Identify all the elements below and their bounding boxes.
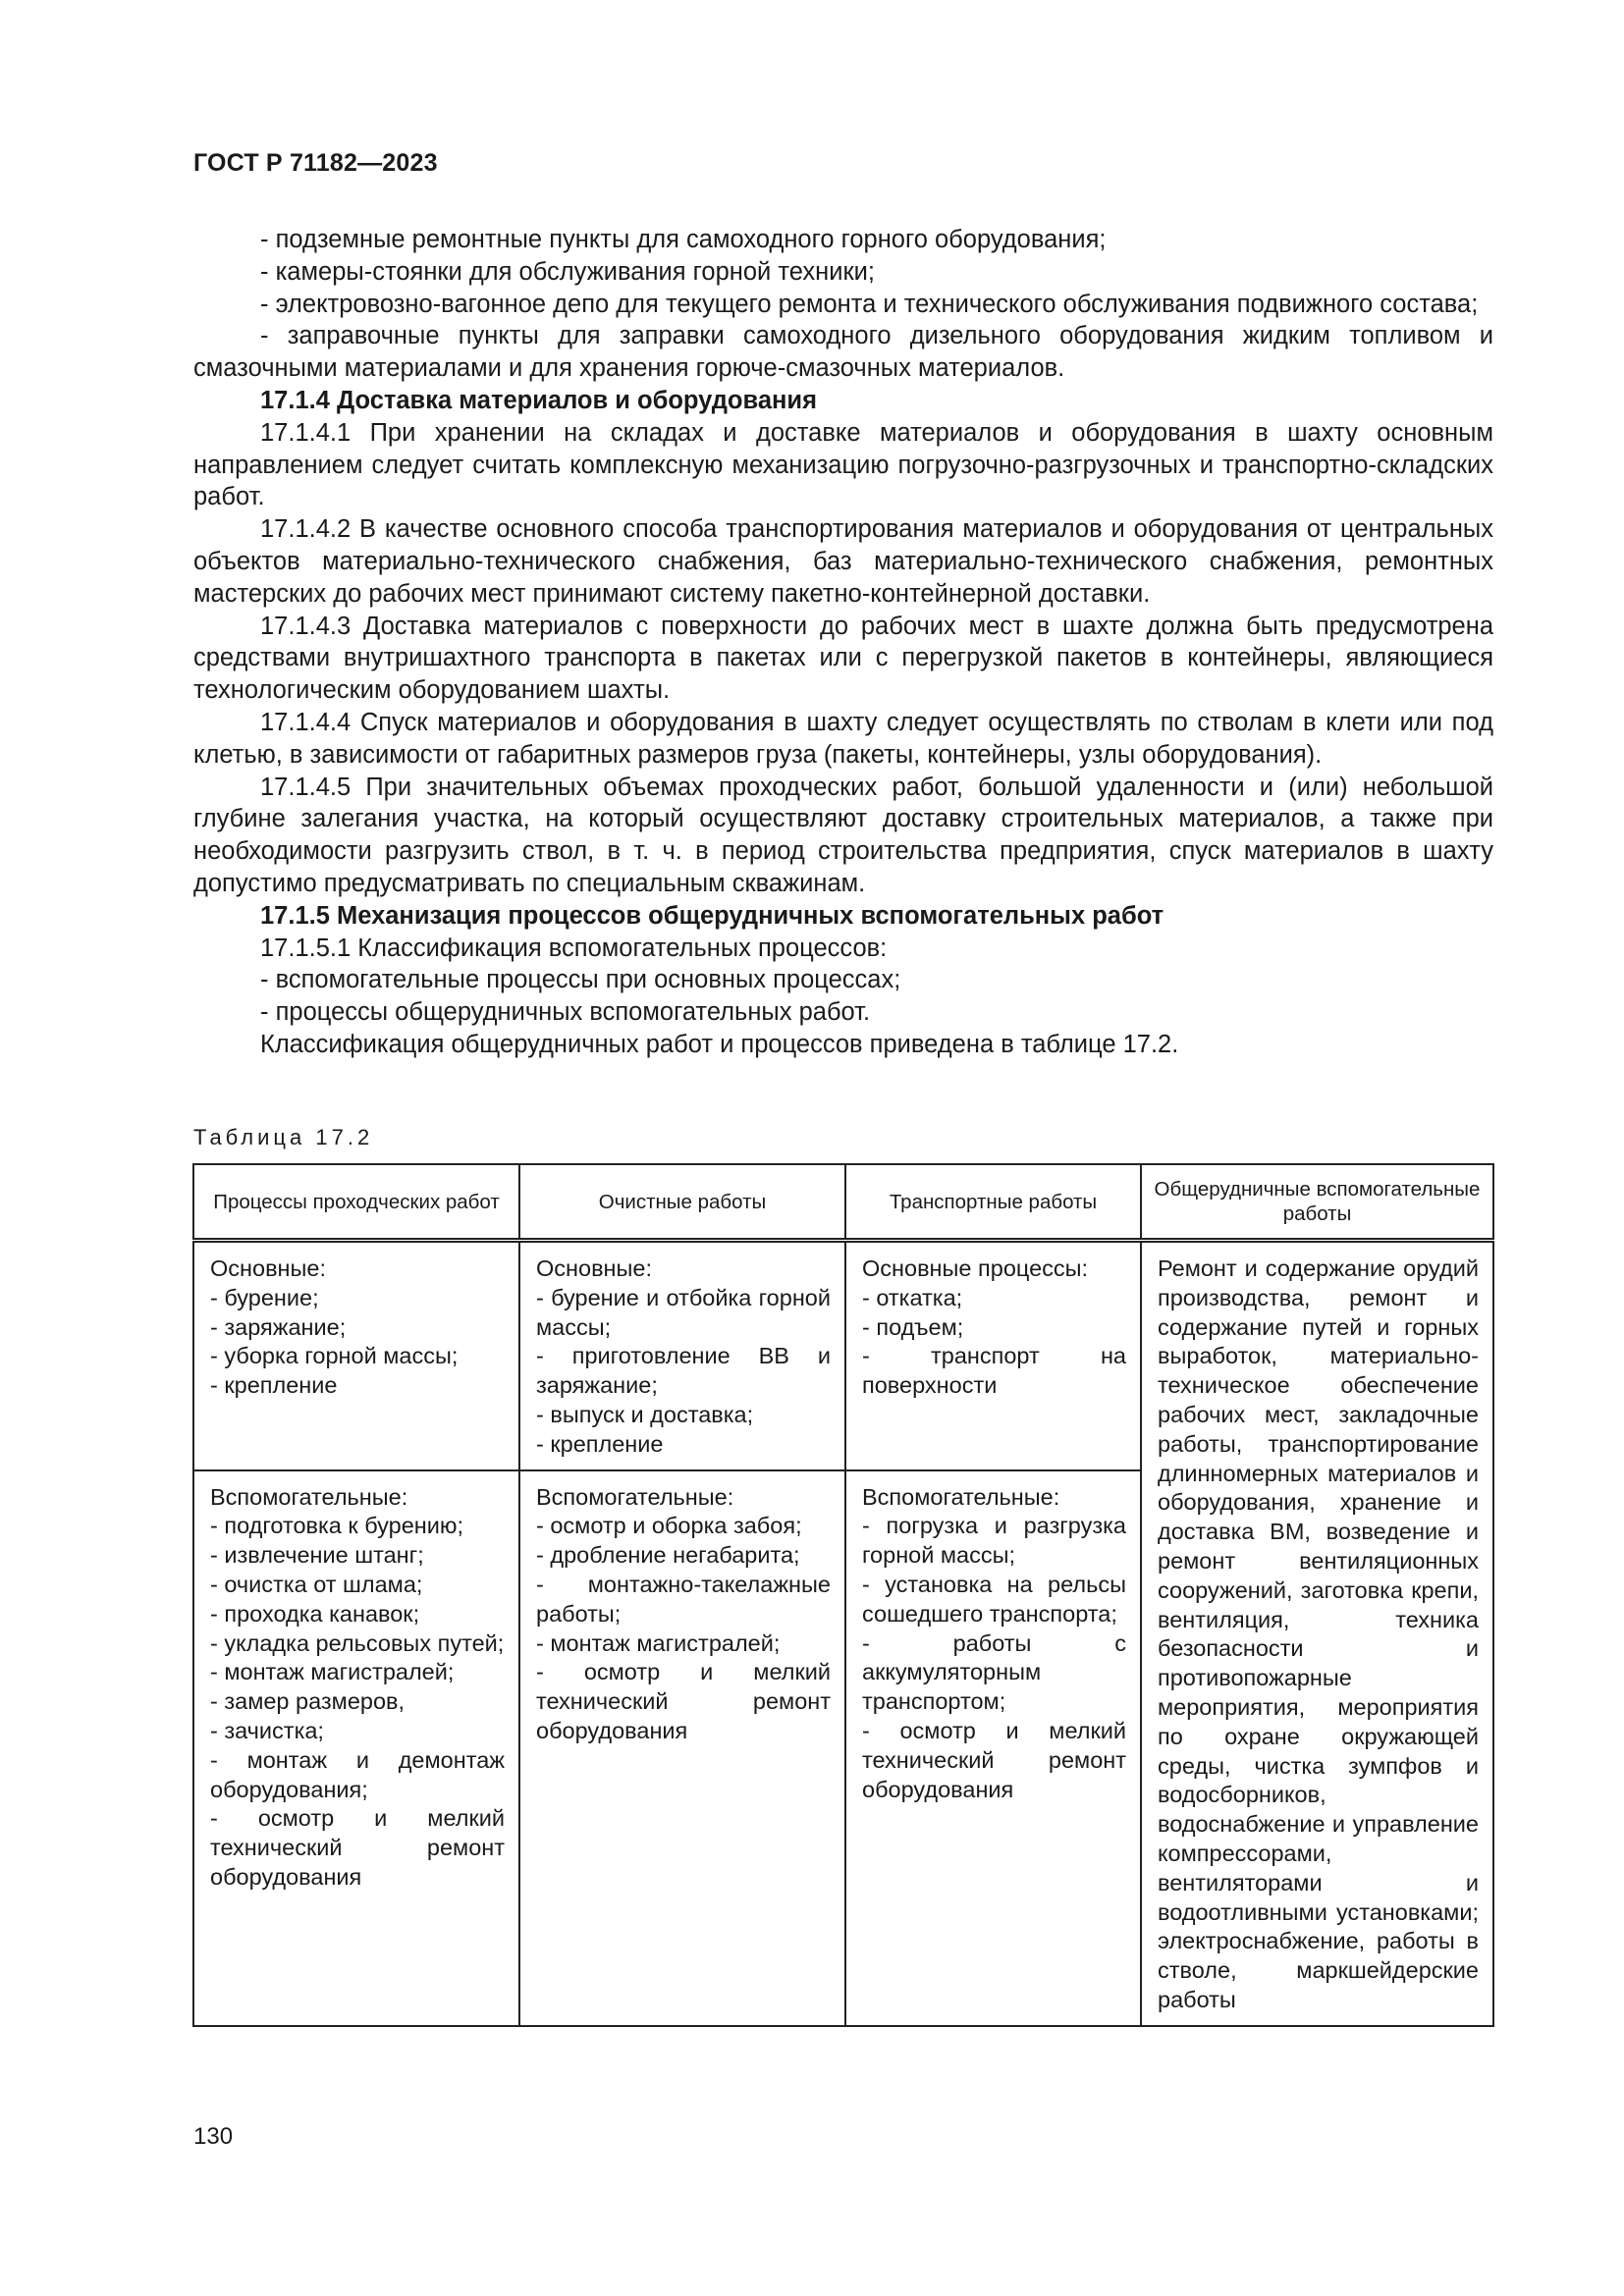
paragraph: - электровозно-вагонное депо для текущего ремонта и технического обслуживания подвижного состава; — [260, 290, 1479, 318]
table-cell — [519, 1470, 845, 2026]
table-header-row — [193, 1164, 1493, 1241]
cell-line: - монтажно-такелажные работы; — [536, 1571, 831, 1627]
cell-line: - зачистка; — [210, 1717, 324, 1743]
paragraph: 17.1.5.1 Классификация вспомогательных процессов: — [260, 934, 888, 962]
paragraph: Классификация общерудничных работ и процессов приведена в таблице 17.2. — [260, 1030, 1179, 1058]
table-caption: Таблица 17.2 — [193, 1125, 374, 1149]
table-row — [193, 1241, 1493, 1470]
cell-line: - дробление негабарита; — [536, 1542, 800, 1569]
cell-line: Вспомогательные: — [210, 1483, 408, 1510]
body-text — [193, 224, 1493, 1061]
cell-line: - осмотр и оборка забоя; — [536, 1513, 802, 1539]
cell-line: - извлечение штанг; — [210, 1542, 424, 1569]
cell-line: - замер размеров, — [210, 1688, 406, 1715]
column-header: Процессы проходческих работ — [193, 1164, 519, 1241]
cell-line: - работы с аккумуляторным транспортом; — [862, 1629, 1126, 1715]
cell-line: - монтаж магистралей; — [210, 1659, 455, 1685]
cell-line: - подготовка к бурению; — [210, 1513, 464, 1539]
cell-line: - бурение и отбойка горной массы; — [536, 1284, 831, 1340]
table-cell — [193, 1470, 519, 2026]
cell-line: - приготовление ВВ и заряжание; — [536, 1343, 831, 1399]
page-number: 130 — [193, 2123, 234, 2150]
cell-line: Основные: — [536, 1255, 653, 1281]
cell-line: - укладка рельсовых путей; — [210, 1629, 505, 1656]
paragraph: 17.1.4.3 Доставка материалов с поверхности до рабочих мест в шахте должна быть предусмотрена средствами внутришахтного транспорта в пакетах или с перегрузкой пакетов в контейнеры, являющиеся технологическим оборудованием шахты. — [193, 612, 1493, 705]
cell-line: - выпуск и доставка; — [536, 1401, 754, 1427]
paragraph: 17.1.4.5 При значительных объемах проходческих работ, большой удаленности и (или) небольшой глубине залегания участка, на который осуществляют доставку строительных материалов, а также при необходимости разгрузить ствол, в т. ч. в период строительства предприятия, спуск материалов в шахту допустимо предусматривать по специальным скважинам. — [193, 773, 1493, 897]
table-cell — [845, 1470, 1141, 2026]
table-cell — [845, 1241, 1141, 1470]
cell-line: - транспорт на поверхности — [862, 1343, 1126, 1399]
document-header: ГОСТ Р 71182—2023 — [193, 149, 438, 177]
column-header: Общерудничные вспомогательные работы — [1141, 1164, 1493, 1241]
cell-line: - заряжание; — [210, 1313, 347, 1340]
paragraph: - подземные ремонтные пункты для самоходного горного оборудования; — [260, 226, 1107, 253]
cell-line: Основные процессы: — [862, 1255, 1089, 1281]
section-heading: 17.1.5 Механизация процессов общерудничных вспомогательных работ — [260, 901, 1164, 930]
cell-line: Вспомогательные: — [536, 1483, 734, 1510]
cell-line: - крепление — [210, 1372, 338, 1399]
column-header: Очистные работы — [519, 1164, 845, 1241]
paragraph: - камеры-стоянки для обслуживания горной техники; — [260, 257, 875, 286]
cell-line: - монтаж и демонтаж оборудования; — [210, 1746, 505, 1802]
paragraph: - заправочные пункты для заправки самоходного дизельного оборудования жидким топливом и смазочными материалами и для хранения горюче-смазочных материалов. — [193, 322, 1493, 383]
cell-line: - крепление — [536, 1430, 664, 1457]
paragraph: - вспомогательные процессы при основных процессах; — [260, 966, 901, 994]
column-header: Транспортные работы — [845, 1164, 1141, 1241]
section-heading: 17.1.4 Доставка материалов и оборудования — [260, 386, 817, 414]
cell-line: - осмотр и мелкий технический ремонт оборудования — [210, 1805, 505, 1890]
cell-line: - монтаж магистралей; — [536, 1629, 781, 1656]
cell-line: - проходка канавок; — [210, 1600, 420, 1627]
table-cell-merged: Ремонт и содержание орудий производства, ремонт и содержание путей и горных выработок, материально-техническое обеспечение рабочих мест, закладочные работы, транспортирование длинномерных материалов и оборудования, хранение и доставка ВМ, возведение и ремонт вентиляционных сооружений, заготовка крепи, вентиляция, техника безопасности и противопожарные мероприятия, мероприятия по охране окружающей среды, чистка зумпфов и водосборников, водоснабжение и управление компрессорами, вентиляторами и водоотливными установками; электроснабжение, работы в стволе, маркшейдерские работы — [1141, 1241, 1493, 2026]
cell-line: - подъем; — [862, 1313, 964, 1340]
cell-line: - осмотр и мелкий технический ремонт оборудования — [862, 1717, 1126, 1802]
cell-line: - погрузка и разгрузка горной массы; — [862, 1513, 1126, 1569]
paragraph: 17.1.4.2 В качестве основного способа транспортирования материалов и оборудования от центральных объектов материально-технического снабжения, баз материально-технического снабжения, ремонтных мастерских до рабочих мест принимают систему пакетно-контейнерной доставки. — [193, 515, 1493, 608]
paragraph: - процессы общерудничных вспомогательных работ. — [260, 998, 871, 1027]
paragraph: 17.1.4.4 Спуск материалов и оборудования в шахту следует осуществлять по стволам в клети или под клетью, в зависимости от габаритных размеров груза (пакеты, контейнеры, узлы оборудования). — [193, 708, 1493, 769]
cell-line: Основные: — [210, 1255, 327, 1281]
cell-line: - установка на рельсы сошедшего транспорта; — [862, 1571, 1126, 1627]
table-cell — [519, 1241, 845, 1470]
paragraph: 17.1.4.1 При хранении на складах и доставке материалов и оборудования в шахту основным направлением следует считать комплексную механизацию погрузочно-разгрузочных и транспортно-складских работ. — [193, 418, 1493, 511]
cell-line: - уборка горной массы; — [210, 1343, 459, 1369]
cell-line: - очистка от шлама; — [210, 1571, 423, 1597]
table-cell — [193, 1241, 519, 1470]
cell-line: - осмотр и мелкий технический ремонт оборудования — [536, 1659, 831, 1743]
classification-table — [192, 1163, 1494, 2027]
cell-line: - бурение; — [210, 1284, 319, 1310]
cell-line: - откатка; — [862, 1284, 963, 1310]
cell-line: Вспомогательные: — [862, 1483, 1060, 1510]
